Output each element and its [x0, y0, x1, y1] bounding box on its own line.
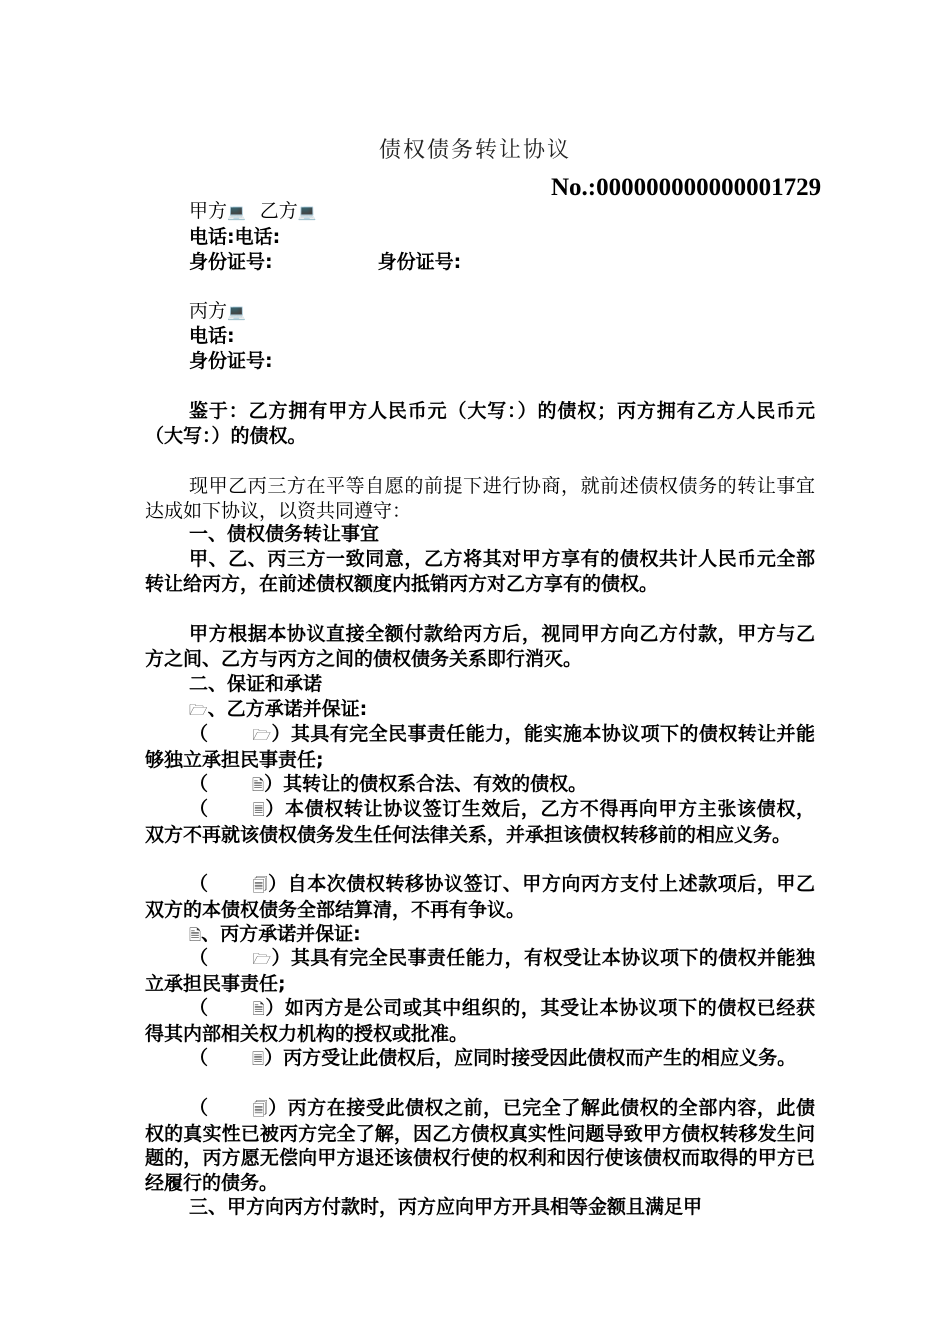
document-icon: 🗎: [189, 926, 202, 944]
id-line-c: [189, 349, 273, 373]
open-paren: （: [189, 1047, 209, 1069]
party-a-label: 甲方: [189, 200, 228, 222]
open-paren: （: [189, 947, 209, 969]
open-paren: （: [189, 873, 209, 895]
party-b-label: 乙方: [259, 200, 298, 222]
open-paren: （: [189, 798, 209, 820]
party-a-b-line: [189, 199, 316, 224]
party-c-label: 丙方: [189, 300, 228, 322]
folder-icon: 🗁: [252, 726, 272, 744]
open-paren: （: [189, 723, 209, 745]
section-2-b-item-4: [145, 872, 815, 922]
section-3-start: 三、甲方向丙方付款时，丙方应向甲方开具相等金额且满足甲: [189, 1196, 703, 1218]
document-title: 债权债务转让协议: [378, 138, 571, 163]
section-2-c-item-3-text: ）丙方受让此债权后，应同时接受因此债权而产生的相应义务。: [264, 1047, 797, 1069]
party-c-line: [189, 299, 246, 324]
section-2-c-item-2-text: ）如丙方是公司或其中组织的，其受让本协议项下的债权已经获得其内部相关权力机构的授权或批准。: [145, 997, 815, 1045]
section-2-b-item-3: [145, 797, 815, 847]
section-2-b-item-3-text: ）本债权转让协议签订生效后，乙方不得再向甲方主张该债权，双方不再就该债权债务发生任何法律关系，并承担该债权转移前的相应义务。: [145, 798, 815, 846]
open-paren: （: [189, 773, 209, 795]
id-label-c: 身份证号:: [189, 350, 273, 372]
document-lines-icon: 🗏: [252, 801, 265, 819]
section-1-paragraph-2: 甲方根据本协议直接全额付款给丙方后，视同甲方向乙方付款，甲方与乙方之间、乙方与丙方之间的债权债务关系即行消灭。: [145, 623, 815, 670]
section-2-c-item-4: [145, 1096, 815, 1195]
section-2-c-item-1: [145, 946, 815, 996]
section-2-c-item-3: [145, 1046, 815, 1072]
section-2-b-item-2: [145, 772, 815, 798]
phone-label-a: 电话:: [189, 226, 235, 248]
section-2-c-item-1-text: ）其具有完全民事责任能力，有权受让本协议项下的债权并能独立承担民事责任;: [145, 947, 815, 995]
id-line-ab: [189, 250, 461, 274]
section-2-b-item-1: [145, 722, 815, 772]
folder-icon: 🗁: [189, 701, 208, 719]
section-2-c-heading-text: 、丙方承诺并保证:: [201, 923, 361, 945]
section-1-paragraph-1: 甲、乙、丙三方一致同意，乙方将其对甲方享有的债权共计人民币元全部转让给丙方，在前述债权额度内抵销丙方对乙方享有的债权。: [145, 548, 815, 595]
phone-label-c: 电话:: [189, 325, 235, 347]
intro-paragraph: 现甲乙丙三方在平等自愿的前提下进行协商，就前述债权债务的转让事宜达成如下协议，以资共同遵守：: [145, 475, 815, 522]
document-icon: 🗎: [252, 1000, 265, 1018]
section-2-c-item-4-text: ）丙方在接受此债权之前，已完全了解此债权的全部内容，此债权的真实性已被丙方完全了解，因乙方债权真实性问题导致甲方债权转移发生问题的，丙方愿无偿向甲方退还该债权行使的权利和因行使该债权而取得的甲方已经履行的债务。: [145, 1097, 815, 1194]
section-2-b-heading: [189, 697, 367, 722]
phone-line-ab: [189, 225, 280, 249]
section-2-b-heading-text: 、乙方承诺并保证:: [207, 698, 368, 720]
section-2-c-item-2: [145, 996, 815, 1046]
section-2-heading: 二、保证和承诺: [189, 673, 323, 695]
computer-icon: 💻: [227, 303, 246, 321]
section-2-b-item-4-text: ）自本次债权转移协议签订、甲方向丙方支付上述款项后，甲乙双方的本债权债务全部结算清，不再有争议。: [145, 873, 815, 921]
open-paren: （: [189, 997, 209, 1019]
computer-icon: 💻: [297, 203, 317, 221]
section-2-c-heading: [189, 922, 361, 947]
open-paren: （: [189, 1097, 209, 1119]
document-icon: 🗎: [252, 776, 265, 794]
document-number: No.:000000000000001729: [551, 174, 822, 201]
document-lines-icon: 🗏: [252, 1050, 265, 1068]
section-1-heading: 一、债权债务转让事宜: [189, 523, 380, 545]
section-2-b-item-2-text: ）其转让的债权系合法、有效的债权。: [264, 773, 588, 795]
computer-icon: 💻: [227, 203, 246, 221]
id-label-b: 身份证号:: [377, 251, 462, 273]
documents-icon: 🗐: [252, 876, 268, 894]
phone-label-b: 电话:: [234, 226, 281, 248]
folder-icon: 🗁: [252, 950, 272, 968]
phone-line-c: [189, 324, 235, 348]
section-2-b-item-1-text: ）其具有完全民事责任能力，能实施本协议项下的债权转让并能够独立承担民事责任;: [145, 723, 815, 771]
whereas-paragraph: 鉴于：乙方拥有甲方人民币元（大写：）的债权；丙方拥有乙方人民币元（大写：）的债权。: [145, 400, 815, 447]
id-label-a: 身份证号:: [189, 251, 273, 273]
documents-icon: 🗐: [252, 1100, 268, 1118]
